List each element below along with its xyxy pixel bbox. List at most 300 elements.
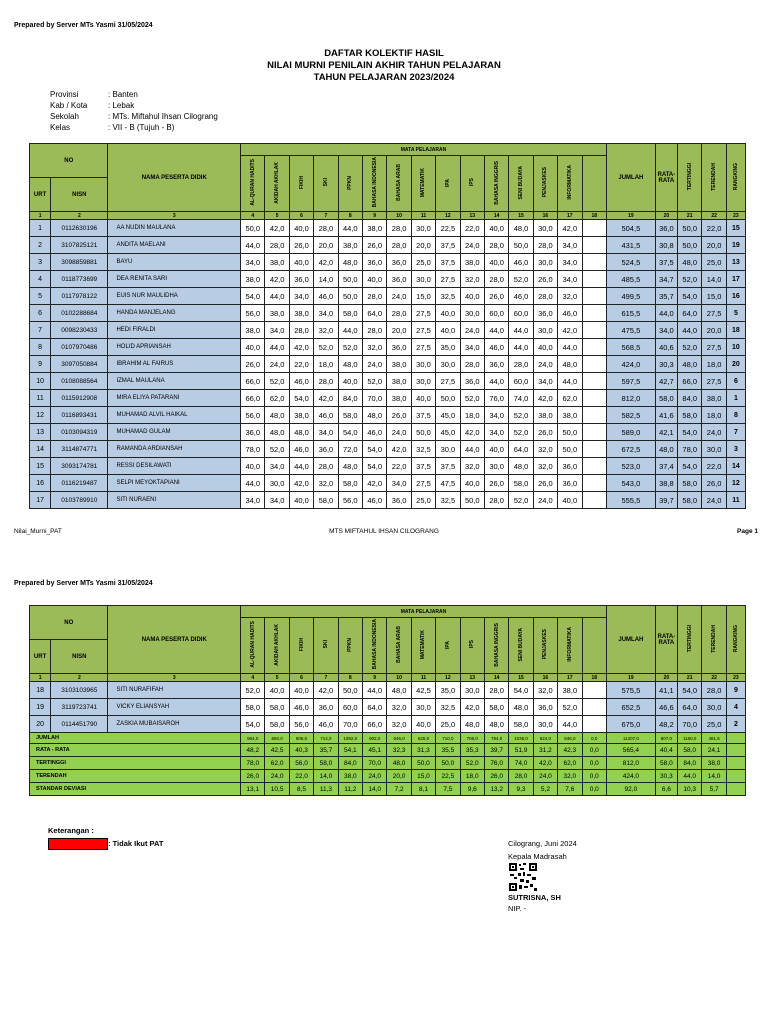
score-cell: 48,0 bbox=[265, 407, 289, 424]
student-max: 44,0 bbox=[678, 322, 702, 339]
summary-cell: 18,0 bbox=[460, 770, 484, 783]
student-no: 11 bbox=[30, 390, 51, 407]
header-subject: PENJASKES bbox=[542, 167, 549, 198]
score-cell: 46,0 bbox=[363, 492, 387, 509]
student-name: SITI NURAENI bbox=[108, 492, 241, 509]
column-number: 18 bbox=[582, 212, 606, 220]
score-cell bbox=[582, 492, 606, 509]
score-cell: 24,0 bbox=[460, 237, 484, 254]
score-cell: 32,0 bbox=[387, 716, 411, 733]
student-no: 14 bbox=[30, 441, 51, 458]
column-number: 17 bbox=[558, 674, 582, 682]
student-name: ZASKIA MUBAISAROH bbox=[108, 716, 241, 733]
score-cell: 54,0 bbox=[289, 390, 313, 407]
summary-cell: 15,0 bbox=[411, 770, 435, 783]
column-number: 5 bbox=[265, 674, 289, 682]
score-cell bbox=[582, 254, 606, 271]
column-number: 1 bbox=[30, 212, 51, 220]
score-cell: 42,0 bbox=[265, 220, 289, 237]
score-cell: 50,0 bbox=[558, 441, 582, 458]
student-jumlah: 589,0 bbox=[606, 424, 655, 441]
score-cell: 30,0 bbox=[411, 373, 435, 390]
summary-cell: 31,3 bbox=[411, 744, 435, 757]
header-mata-pelajaran: MATA PELAJARAN bbox=[241, 606, 607, 618]
score-cell: 48,0 bbox=[265, 424, 289, 441]
score-cell: 24,0 bbox=[387, 424, 411, 441]
student-max: 64,0 bbox=[678, 699, 702, 716]
header-subject: BAHASA ARAB bbox=[396, 626, 403, 663]
score-cell: 28,0 bbox=[314, 220, 338, 237]
score-cell: 20,0 bbox=[387, 322, 411, 339]
score-cell: 38,0 bbox=[289, 305, 313, 322]
score-cell: 48,0 bbox=[387, 682, 411, 699]
score-cell: 38,0 bbox=[387, 373, 411, 390]
student-rank: 12 bbox=[726, 475, 745, 492]
header-subject: IPS bbox=[469, 178, 476, 187]
summary-cell: 35,5 bbox=[436, 744, 460, 757]
score-cell: 28,0 bbox=[484, 492, 508, 509]
student-name: ANDITA MAELANI bbox=[108, 237, 241, 254]
score-cell: 48,0 bbox=[338, 458, 362, 475]
student-no: 12 bbox=[30, 407, 51, 424]
student-max: 78,0 bbox=[678, 441, 702, 458]
student-nisn: 0115912908 bbox=[51, 390, 108, 407]
student-name: HEDI FIRALDI bbox=[108, 322, 241, 339]
student-name: AA NUDIN MAULANA bbox=[108, 220, 241, 237]
header-subject: IPS bbox=[469, 640, 476, 649]
summary-cell: 58,0 bbox=[314, 757, 338, 770]
student-nisn: 0117978122 bbox=[51, 288, 108, 305]
student-rata: 44,0 bbox=[655, 305, 677, 322]
score-cell: 30,0 bbox=[265, 475, 289, 492]
score-cell: 46,0 bbox=[314, 716, 338, 733]
score-cell: 54,0 bbox=[241, 716, 265, 733]
score-cell: 64,0 bbox=[509, 441, 533, 458]
summary-row bbox=[30, 757, 746, 770]
score-cell: 32,0 bbox=[533, 441, 557, 458]
column-number: 10 bbox=[387, 212, 411, 220]
score-cell bbox=[582, 220, 606, 237]
score-cell: 54,0 bbox=[363, 458, 387, 475]
student-rata: 48,0 bbox=[655, 441, 677, 458]
score-cell: 36,0 bbox=[533, 699, 557, 716]
header-subject: BAHASA ARAB bbox=[396, 164, 403, 201]
score-cell: 36,0 bbox=[387, 492, 411, 509]
score-cell bbox=[582, 716, 606, 733]
score-cell: 42,0 bbox=[265, 271, 289, 288]
score-cell: 52,0 bbox=[509, 271, 533, 288]
score-cell: 32,0 bbox=[314, 322, 338, 339]
header-subject: MATEMATIK bbox=[420, 629, 427, 660]
student-rank: 11 bbox=[726, 492, 745, 509]
student-min: 28,0 bbox=[702, 682, 726, 699]
score-cell: 22,5 bbox=[436, 220, 460, 237]
student-min: 30,0 bbox=[702, 699, 726, 716]
score-cell: 52,0 bbox=[314, 339, 338, 356]
student-rank: 4 bbox=[726, 699, 745, 716]
score-cell: 30,0 bbox=[484, 458, 508, 475]
score-cell: 34,0 bbox=[265, 458, 289, 475]
summary-label: STANDAR DEVIASI bbox=[30, 783, 241, 796]
header-nama: NAMA PESERTA DIDIK bbox=[108, 144, 241, 212]
header-rata: RATA-RATA bbox=[655, 144, 677, 212]
score-cell: 42,0 bbox=[289, 339, 313, 356]
summary-jumlah: 424,0 bbox=[606, 770, 655, 783]
summary-cell: 76,0 bbox=[484, 757, 508, 770]
score-cell: 44,0 bbox=[338, 322, 362, 339]
column-number: 11 bbox=[411, 674, 435, 682]
score-cell: 36,0 bbox=[533, 305, 557, 322]
header-ranking: RANGKING bbox=[732, 162, 739, 191]
score-cell: 56,0 bbox=[241, 305, 265, 322]
score-cell: 50,0 bbox=[338, 288, 362, 305]
summary-cell: 902,0 bbox=[363, 733, 387, 744]
column-number: 19 bbox=[606, 212, 655, 220]
summary-cell: 624,0 bbox=[533, 733, 557, 744]
score-cell: 58,0 bbox=[265, 716, 289, 733]
score-cell: 36,0 bbox=[314, 699, 338, 716]
score-cell: 30,0 bbox=[411, 699, 435, 716]
score-cell: 34,0 bbox=[265, 322, 289, 339]
summary-cell: 51,9 bbox=[509, 744, 533, 757]
student-max: 54,0 bbox=[678, 682, 702, 699]
column-number: 1 bbox=[30, 674, 51, 682]
student-max: 64,0 bbox=[678, 305, 702, 322]
score-cell: 14,0 bbox=[314, 271, 338, 288]
summary-cell: 806,0 bbox=[289, 733, 313, 744]
score-cell: 34,0 bbox=[265, 492, 289, 509]
summary-cell: 50,0 bbox=[436, 757, 460, 770]
score-cell: 50,0 bbox=[509, 237, 533, 254]
student-no: 19 bbox=[30, 699, 51, 716]
score-cell: 40,0 bbox=[289, 220, 313, 237]
score-cell: 46,0 bbox=[289, 373, 313, 390]
student-rank: 10 bbox=[726, 339, 745, 356]
column-number: 20 bbox=[655, 674, 677, 682]
student-jumlah: 424,0 bbox=[606, 356, 655, 373]
summary-row bbox=[30, 733, 746, 744]
score-cell: 60,0 bbox=[509, 373, 533, 390]
header-subject: MATEMATIK bbox=[420, 167, 427, 198]
score-cell: 78,0 bbox=[241, 441, 265, 458]
summary-cell: 0,0 bbox=[582, 744, 606, 757]
summary-rank bbox=[726, 744, 745, 757]
student-min: 22,0 bbox=[702, 458, 726, 475]
footer-left: Nilai_Murni_PAT bbox=[14, 528, 62, 535]
summary-label: TERTINGGI bbox=[30, 757, 241, 770]
summary-cell: 11,3 bbox=[314, 783, 338, 796]
header-urt: URT bbox=[30, 178, 51, 212]
score-cell: 24,0 bbox=[387, 288, 411, 305]
summary-cell: 62,0 bbox=[265, 757, 289, 770]
score-cell: 52,0 bbox=[241, 682, 265, 699]
score-cell bbox=[582, 373, 606, 390]
score-cell: 20,0 bbox=[411, 237, 435, 254]
score-cell: 52,0 bbox=[509, 424, 533, 441]
score-cell: 44,0 bbox=[241, 237, 265, 254]
prepared-by: Prepared by Server MTs Yasmi 31/05/2024 bbox=[14, 22, 153, 29]
score-cell: 24,0 bbox=[265, 356, 289, 373]
score-cell: 66,0 bbox=[241, 390, 265, 407]
score-cell bbox=[582, 237, 606, 254]
score-cell bbox=[582, 682, 606, 699]
score-cell: 54,0 bbox=[241, 288, 265, 305]
score-cell: 38,0 bbox=[265, 305, 289, 322]
student-jumlah: 615,5 bbox=[606, 305, 655, 322]
score-cell: 44,0 bbox=[265, 288, 289, 305]
signature-name: SUTRISNA, SH bbox=[508, 893, 561, 902]
score-cell: 44,0 bbox=[484, 322, 508, 339]
summary-cell: 1082,0 bbox=[338, 733, 362, 744]
column-number: 19 bbox=[606, 674, 655, 682]
student-rata: 34,7 bbox=[655, 271, 677, 288]
summary-cell: 710,0 bbox=[436, 733, 460, 744]
student-jumlah: 652,5 bbox=[606, 699, 655, 716]
summary-cell: 14,0 bbox=[314, 770, 338, 783]
header-subject: SENI BUDAYA bbox=[518, 165, 525, 200]
score-cell: 42,0 bbox=[387, 441, 411, 458]
score-cell: 58,0 bbox=[338, 407, 362, 424]
student-jumlah: 431,5 bbox=[606, 237, 655, 254]
document-title: DAFTAR KOLEKTIF HASIL NILAI MURNI PENILAIN AKHIR TAHUN PELAJARAN TAHUN PELAJARAN 2023/2024 bbox=[267, 48, 501, 83]
header-subject: SKI bbox=[322, 178, 329, 187]
column-number: 13 bbox=[460, 674, 484, 682]
student-rank: 7 bbox=[726, 424, 745, 441]
student-rata: 38,8 bbox=[655, 475, 677, 492]
score-cell: 28,0 bbox=[533, 288, 557, 305]
header-subject: BAHASA INDONESIA bbox=[371, 157, 378, 208]
student-name: HOLID APRIANSAH bbox=[108, 339, 241, 356]
student-name: MIRA ELIYA PATARANI bbox=[108, 390, 241, 407]
summary-cell: 11,2 bbox=[338, 783, 362, 796]
student-min: 27,5 bbox=[702, 305, 726, 322]
score-cell: 64,0 bbox=[363, 305, 387, 322]
header-nisn: NISN bbox=[51, 178, 108, 212]
summary-rata: 807,0 bbox=[655, 733, 677, 744]
summary-cell: 964,0 bbox=[241, 733, 265, 744]
student-nisn: 3097050884 bbox=[51, 356, 108, 373]
score-cell: 38,0 bbox=[265, 254, 289, 271]
header-subject: AL-QURAN HADITS bbox=[249, 621, 256, 668]
score-cell: 48,0 bbox=[484, 716, 508, 733]
keterangan-label: Keterangan : bbox=[48, 826, 94, 835]
score-cell: 28,0 bbox=[484, 682, 508, 699]
header-subject: IPA bbox=[444, 640, 451, 649]
summary-cell: 52,0 bbox=[460, 757, 484, 770]
header-jumlah: JUMLAH bbox=[606, 144, 655, 212]
signature-place-date: Cilograng, Juni 2024 bbox=[508, 839, 577, 848]
score-cell: 66,0 bbox=[241, 373, 265, 390]
score-cell: 36,0 bbox=[387, 254, 411, 271]
summary-min: 5,7 bbox=[702, 783, 726, 796]
student-max: 84,0 bbox=[678, 390, 702, 407]
score-cell: 37,5 bbox=[411, 407, 435, 424]
summary-cell: 26,0 bbox=[484, 770, 508, 783]
score-cell: 45,0 bbox=[436, 407, 460, 424]
student-rank: 15 bbox=[726, 220, 745, 237]
summary-cell: 54,1 bbox=[338, 744, 362, 757]
score-cell: 38,0 bbox=[533, 407, 557, 424]
header-subject: FIKIH bbox=[298, 175, 305, 190]
student-jumlah: 524,5 bbox=[606, 254, 655, 271]
score-cell: 47,5 bbox=[436, 475, 460, 492]
student-rata: 42,1 bbox=[655, 424, 677, 441]
column-number: 23 bbox=[726, 674, 745, 682]
student-max: 70,0 bbox=[678, 716, 702, 733]
score-cell: 25,0 bbox=[411, 254, 435, 271]
score-cell: 37,5 bbox=[436, 237, 460, 254]
student-name: IZMAL MAULANA bbox=[108, 373, 241, 390]
student-min: 15,0 bbox=[702, 288, 726, 305]
score-cell: 25,0 bbox=[411, 492, 435, 509]
summary-cell: 35,3 bbox=[460, 744, 484, 757]
score-cell: 44,0 bbox=[558, 339, 582, 356]
student-nisn: 3093174781 bbox=[51, 458, 108, 475]
column-number: 14 bbox=[484, 674, 508, 682]
summary-cell: 714,0 bbox=[314, 733, 338, 744]
student-max: 50,0 bbox=[678, 237, 702, 254]
score-cell: 28,0 bbox=[484, 271, 508, 288]
score-cell: 28,0 bbox=[387, 305, 411, 322]
student-rata: 41,1 bbox=[655, 682, 677, 699]
score-cell: 34,0 bbox=[484, 407, 508, 424]
score-cell: 58,0 bbox=[509, 716, 533, 733]
score-cell: 26,0 bbox=[484, 475, 508, 492]
score-cell: 26,0 bbox=[533, 271, 557, 288]
student-row bbox=[30, 390, 746, 407]
summary-cell: 8,5 bbox=[289, 783, 313, 796]
summary-cell: 0,0 bbox=[582, 770, 606, 783]
score-cell: 35,0 bbox=[436, 339, 460, 356]
score-cell: 44,0 bbox=[558, 716, 582, 733]
student-no: 16 bbox=[30, 475, 51, 492]
student-min: 27,5 bbox=[702, 339, 726, 356]
score-cell: 44,0 bbox=[484, 373, 508, 390]
student-jumlah: 499,5 bbox=[606, 288, 655, 305]
column-number: 15 bbox=[509, 212, 533, 220]
header-subject: AL-QURAN HADITS bbox=[249, 159, 256, 206]
student-nisn: 0114451790 bbox=[51, 716, 108, 733]
summary-rata: 30,3 bbox=[655, 770, 677, 783]
student-no: 18 bbox=[30, 682, 51, 699]
student-no: 4 bbox=[30, 271, 51, 288]
score-cell: 60,0 bbox=[484, 305, 508, 322]
student-jumlah: 812,0 bbox=[606, 390, 655, 407]
column-number: 20 bbox=[655, 212, 677, 220]
header-nisn: NISN bbox=[51, 640, 108, 674]
student-row bbox=[30, 254, 746, 271]
score-cell: 32,0 bbox=[533, 682, 557, 699]
score-cell: 40,0 bbox=[533, 339, 557, 356]
score-cell: 42,0 bbox=[314, 254, 338, 271]
summary-jumlah: 565,4 bbox=[606, 744, 655, 757]
score-cell: 56,0 bbox=[241, 407, 265, 424]
absent-color-swatch bbox=[48, 838, 108, 850]
summary-rata: 58,0 bbox=[655, 757, 677, 770]
column-number: 6 bbox=[289, 212, 313, 220]
student-min: 30,0 bbox=[702, 441, 726, 458]
score-cell bbox=[582, 424, 606, 441]
score-cell: 56,0 bbox=[338, 492, 362, 509]
student-no: 3 bbox=[30, 254, 51, 271]
summary-min: 38,0 bbox=[702, 757, 726, 770]
student-max: 66,0 bbox=[678, 373, 702, 390]
student-row bbox=[30, 492, 746, 509]
student-rata: 58,0 bbox=[655, 390, 677, 407]
score-cell: 32,0 bbox=[387, 699, 411, 716]
header-subject: BAHASA INDONESIA bbox=[371, 619, 378, 670]
column-number: 18 bbox=[582, 674, 606, 682]
summary-min: 14,0 bbox=[702, 770, 726, 783]
student-no: 2 bbox=[30, 237, 51, 254]
column-number: 3 bbox=[108, 212, 241, 220]
score-cell: 48,0 bbox=[289, 424, 313, 441]
score-cell: 34,0 bbox=[460, 339, 484, 356]
student-rank: 3 bbox=[726, 441, 745, 458]
score-cell: 27,5 bbox=[436, 373, 460, 390]
student-no: 20 bbox=[30, 716, 51, 733]
column-number: 12 bbox=[436, 674, 460, 682]
score-cell: 36,0 bbox=[241, 424, 265, 441]
student-rank: 8 bbox=[726, 407, 745, 424]
score-cell: 28,0 bbox=[460, 356, 484, 373]
student-row bbox=[30, 288, 746, 305]
summary-cell: 646,0 bbox=[387, 733, 411, 744]
student-row bbox=[30, 458, 746, 475]
student-row bbox=[30, 220, 746, 237]
student-rata: 30,8 bbox=[655, 237, 677, 254]
student-min: 18,0 bbox=[702, 356, 726, 373]
score-cell: 46,0 bbox=[314, 288, 338, 305]
summary-cell: 10,5 bbox=[265, 783, 289, 796]
summary-rata: 40,4 bbox=[655, 744, 677, 757]
summary-cell: 706,0 bbox=[460, 733, 484, 744]
summary-cell: 14,0 bbox=[363, 783, 387, 796]
score-cell: 44,0 bbox=[460, 441, 484, 458]
student-no: 10 bbox=[30, 373, 51, 390]
student-jumlah: 597,5 bbox=[606, 373, 655, 390]
score-cell: 42,0 bbox=[289, 475, 313, 492]
score-cell: 30,0 bbox=[436, 441, 460, 458]
student-nisn: 0103789910 bbox=[51, 492, 108, 509]
score-cell: 40,0 bbox=[558, 492, 582, 509]
score-cell: 28,0 bbox=[314, 373, 338, 390]
score-cell: 34,0 bbox=[314, 424, 338, 441]
column-number: 2 bbox=[51, 212, 108, 220]
student-nisn: 3098859881 bbox=[51, 254, 108, 271]
score-cell: 46,0 bbox=[289, 699, 313, 716]
student-nisn: 3103103965 bbox=[51, 682, 108, 699]
score-cell: 42,0 bbox=[460, 424, 484, 441]
header-no: NO bbox=[30, 144, 108, 178]
student-rank: 18 bbox=[726, 322, 745, 339]
student-rata: 39,7 bbox=[655, 492, 677, 509]
score-cell: 58,0 bbox=[338, 305, 362, 322]
score-cell: 44,0 bbox=[289, 458, 313, 475]
summary-jumlah: 11307,0 bbox=[606, 733, 655, 744]
student-row bbox=[30, 424, 746, 441]
score-cell: 37,5 bbox=[436, 254, 460, 271]
summary-cell: 0,0 bbox=[582, 733, 606, 744]
column-number: 15 bbox=[509, 674, 533, 682]
score-cell: 26,0 bbox=[387, 407, 411, 424]
score-cell: 36,0 bbox=[484, 356, 508, 373]
score-cell: 28,0 bbox=[363, 322, 387, 339]
student-nisn: 0118773699 bbox=[51, 271, 108, 288]
student-name: SITI NURAFIFAH bbox=[108, 682, 241, 699]
summary-label: JUMLAH bbox=[30, 733, 241, 744]
header-terendah: TERENDAH bbox=[711, 624, 718, 653]
